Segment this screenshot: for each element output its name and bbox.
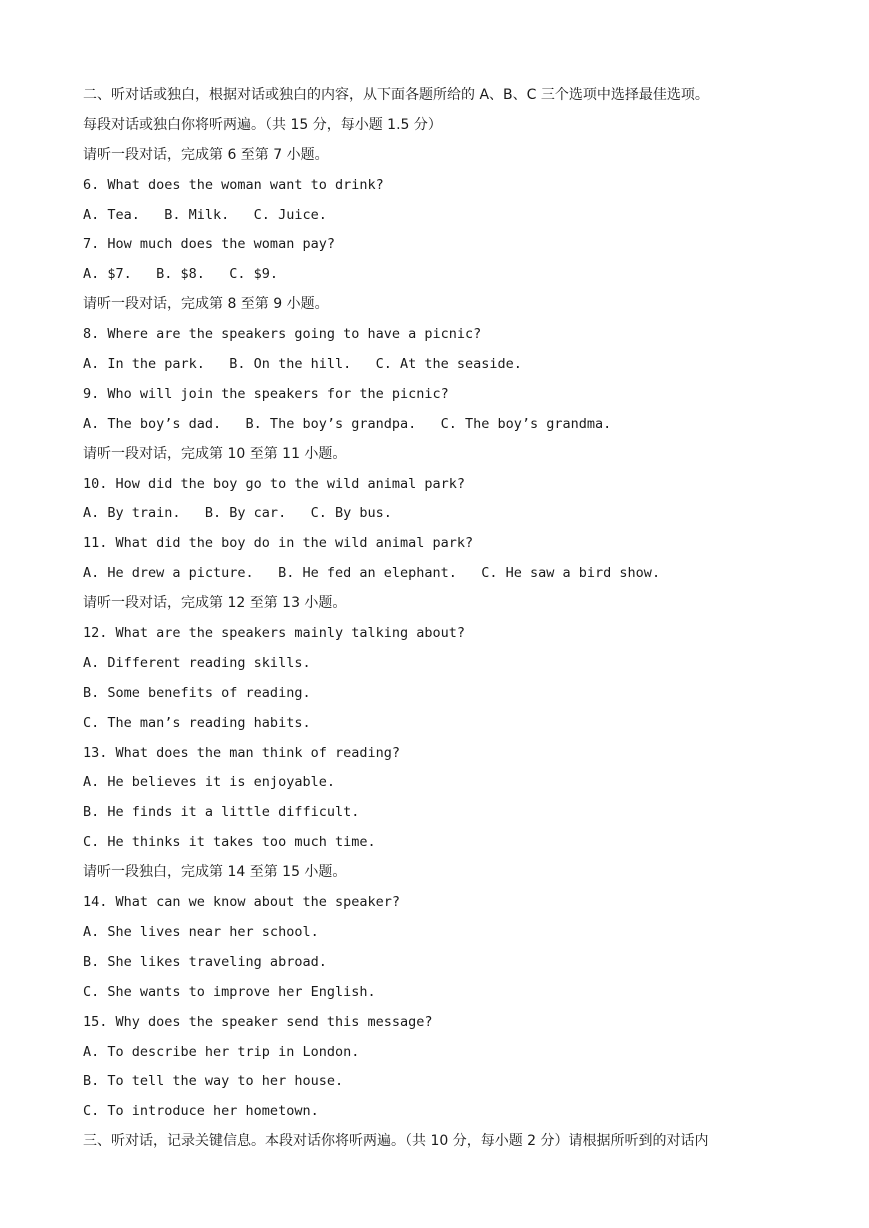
question-14: 14. What can we know about the speaker? — [83, 894, 400, 911]
question-8: 8. Where are the speakers going to have a picnic? — [83, 326, 482, 343]
options-7: A. $7. B. $8. C. $9. — [83, 266, 279, 283]
options-11: A. He drew a picture. B. He fed an elephant. C. He saw a bird show. — [83, 565, 661, 582]
dialogue-intro-10-11: 请听一段对话，完成第 10 至第 11 小题。 — [83, 445, 347, 462]
section-2-instructions-cont: 每段对话或独白你将听两遍。（共 15 分，每小题 1.5 分） — [83, 116, 442, 133]
section-3-instructions: 三、听对话，记录关键信息。本段对话你将听两遍。（共 10 分，每小题 2 分）请根据所听到的对话内 — [83, 1133, 709, 1150]
option-12-b: B. Some benefits of reading. — [83, 684, 311, 701]
question-11: 11. What did the boy do in the wild animal park? — [83, 535, 474, 552]
option-12-a: A. Different reading skills. — [83, 654, 311, 671]
question-7: 7. How much does the woman pay? — [83, 236, 335, 253]
option-12-c: C. The man’s reading habits. — [83, 714, 311, 731]
options-10: A. By train. B. By car. C. By bus. — [83, 505, 392, 522]
section-2-instructions: 二、听对话或独白，根据对话或独白的内容，从下面各题所给的 A、B、C 三个选项中选择最佳选项。 — [83, 87, 709, 103]
option-14-c: C. She wants to improve her English. — [83, 983, 376, 1000]
question-9: 9. Who will join the speakers for the picnic? — [83, 385, 449, 402]
question-15: 15. Why does the speaker send this message? — [83, 1013, 433, 1030]
option-15-a: A. To describe her trip in London. — [83, 1043, 360, 1060]
dialogue-intro-6-7: 请听一段对话，完成第 6 至第 7 小题。 — [83, 146, 329, 163]
question-10: 10. How did the boy go to the wild animal park? — [83, 475, 466, 492]
question-12: 12. What are the speakers mainly talking about? — [83, 625, 466, 642]
monologue-intro-14-15: 请听一段独白，完成第 14 至第 15 小题。 — [83, 864, 347, 881]
option-14-b: B. She likes traveling abroad. — [83, 953, 327, 970]
dialogue-intro-8-9: 请听一段对话，完成第 8 至第 9 小题。 — [83, 296, 329, 313]
option-15-b: B. To tell the way to her house. — [83, 1073, 344, 1090]
option-13-c: C. He thinks it takes too much time. — [83, 834, 376, 851]
question-6: 6. What does the woman want to drink? — [83, 176, 384, 193]
option-14-a: A. She lives near her school. — [83, 923, 319, 940]
option-13-a: A. He believes it is enjoyable. — [83, 774, 335, 791]
options-8: A. In the park. B. On the hill. C. At the seaside. — [83, 356, 522, 373]
question-13: 13. What does the man think of reading? — [83, 744, 400, 761]
options-6: A. Tea. B. Milk. C. Juice. — [83, 206, 327, 223]
option-13-b: B. He finds it a little difficult. — [83, 804, 360, 821]
dialogue-intro-12-13: 请听一段对话，完成第 12 至第 13 小题。 — [83, 595, 347, 612]
options-9: A. The boy’s dad. B. The boy’s grandpa. C. The boy’s grandma. — [83, 415, 612, 432]
document-page — [83, 81, 803, 1157]
option-15-c: C. To introduce her hometown. — [83, 1103, 319, 1120]
